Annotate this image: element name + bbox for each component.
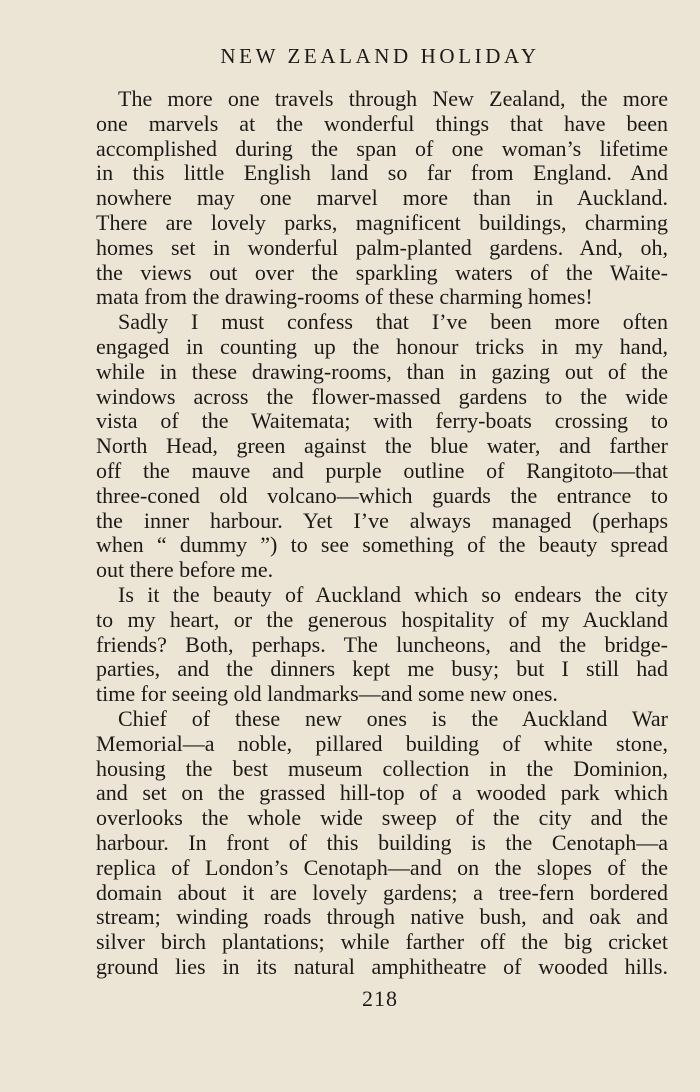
text-line: one marvels at the wonderful things that have been <box>96 110 668 136</box>
body-text <box>96 87 668 980</box>
text-line: the inner harbour. Yet I’ve always managed (perhaps <box>96 507 668 533</box>
text-line: replica of London’s Cenotaph—and on the slopes of the <box>96 854 668 880</box>
text-line: off the mauve and purple outline of Rangitoto—that <box>96 457 668 483</box>
text-line: silver birch plantations; while farther off the big cricket <box>96 929 668 955</box>
text-line: homes set in wonderful palm-planted gardens. And, oh, <box>96 234 668 260</box>
paragraph-2-start: Sadly I must confess that I’ve been more often <box>118 309 668 335</box>
text-line: North Head, green against the blue water, and farther <box>96 433 668 459</box>
text-line: nowhere may one marvel more than in Auckland. <box>96 185 668 211</box>
text-line: three-coned old volcano—which guards the entrance to <box>96 482 668 508</box>
text-line: windows across the flower-massed gardens to the wide <box>96 383 668 409</box>
text-line: friends? Both, perhaps. The luncheons, and the bridge- <box>96 631 668 657</box>
text-line: out there before me. <box>96 557 274 583</box>
text-line: overlooks the whole wide sweep of the city and the <box>96 805 668 831</box>
running-head: NEW ZEALAND HOLIDAY <box>220 44 540 68</box>
text-line: harbour. In front of this building is the Cenotaph—a <box>96 829 668 855</box>
page-number: 218 <box>362 986 398 1011</box>
text-line: Memorial—a noble, pillared building of white stone, <box>96 730 668 756</box>
text-line: stream; winding roads through native bush, and oak and <box>96 904 668 930</box>
text-line: housing the best museum collection in the Dominion, <box>96 755 668 781</box>
text-line: accomplished during the span of one woman’s lifetime <box>96 135 668 161</box>
text-line: There are lovely parks, magnificent buildings, charming <box>96 209 668 235</box>
text-line: while in these drawing-rooms, than in gazing out of the <box>96 358 668 384</box>
text-line: engaged in counting up the honour tricks in my hand, <box>96 333 668 359</box>
text-line: mata from the drawing-rooms of these charming homes! <box>96 284 593 310</box>
text-line: in this little English land so far from England. And <box>96 160 668 186</box>
paragraph-1-start: The more one travels through New Zealand, the more <box>118 86 668 111</box>
text-line: domain about it are lovely gardens; a tree-fern bordered <box>96 879 668 905</box>
text-line: to my heart, or the generous hospitality of my Auckland <box>96 606 668 632</box>
text-line: the views out over the sparkling waters of the Waite- <box>96 259 668 285</box>
text-line: parties, and the dinners kept me busy; but I still had <box>96 656 668 682</box>
text-line: and set on the grassed hill-top of a wooded park which <box>96 780 668 806</box>
paragraph-4-start: Chief of these new ones is the Auckland War <box>118 705 668 731</box>
text-line: ground lies in its natural amphitheatre of wooded hills. <box>96 953 668 979</box>
text-line: vista of the Waitemata; with ferry-boats crossing to <box>96 408 668 434</box>
text-line: time for seeing old landmarks—and some new ones. <box>96 681 558 707</box>
text-line: when “ dummy ”) to see something of the beauty spread <box>96 532 668 558</box>
paragraph-3-start: Is it the beauty of Auckland which so endears the city <box>118 581 668 607</box>
